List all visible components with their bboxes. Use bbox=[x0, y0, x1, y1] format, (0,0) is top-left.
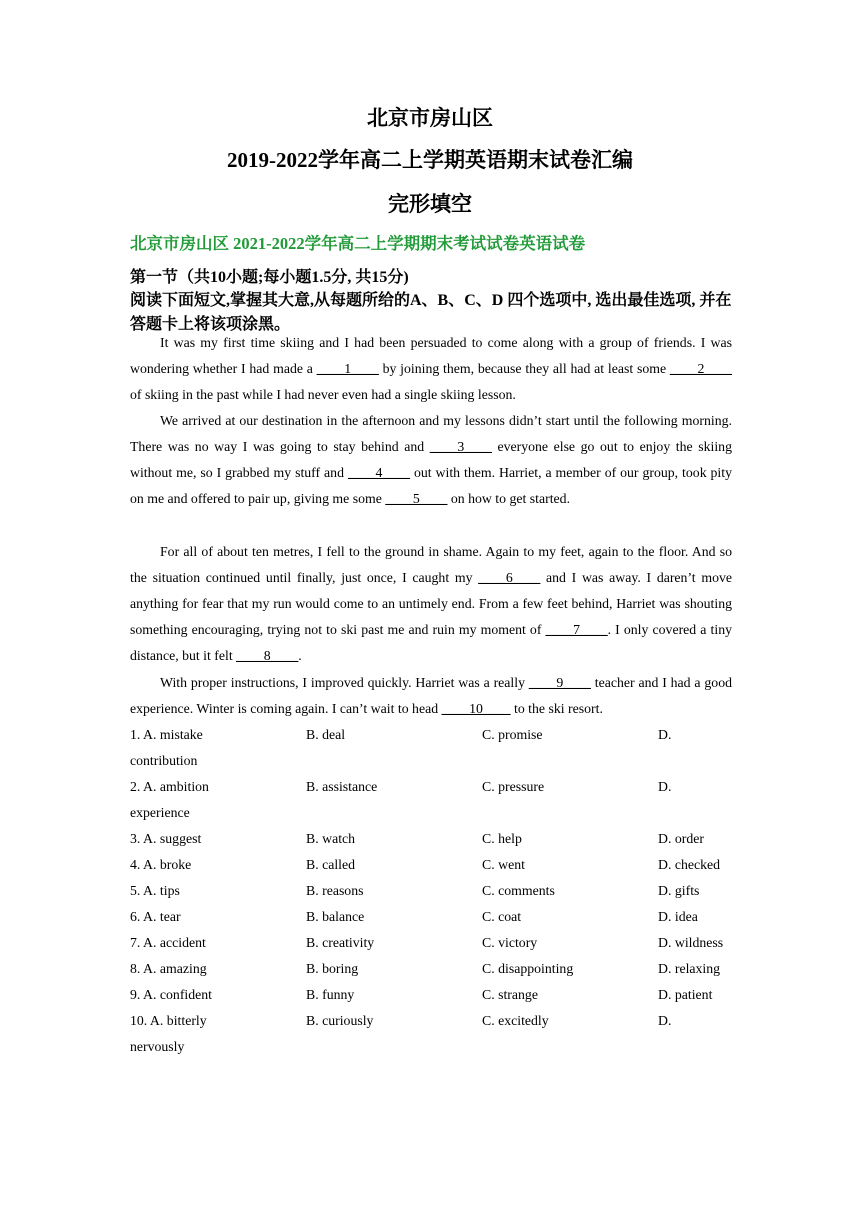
passage-text: by joining them, because they all had at least some bbox=[378, 361, 670, 376]
question-row-5 bbox=[130, 878, 740, 904]
option-d: D. bbox=[658, 727, 672, 742]
option-d: D. patient bbox=[658, 987, 713, 1002]
passage-paragraph-1 bbox=[130, 330, 732, 408]
question-row-3 bbox=[130, 826, 740, 852]
option-c: C. promise bbox=[482, 727, 543, 742]
passage-text: to the ski resort. bbox=[510, 701, 603, 716]
blank-3: ____3____ bbox=[429, 439, 492, 454]
question-row-10 bbox=[130, 1008, 740, 1060]
option-b: B. called bbox=[306, 857, 356, 872]
passage-text: . bbox=[298, 648, 302, 663]
blank-2: ____2____ bbox=[669, 361, 732, 376]
option-a: 3. A. suggest bbox=[130, 831, 202, 846]
option-d: D. gifts bbox=[658, 883, 700, 898]
document-title-region: 北京市房山区 bbox=[367, 106, 493, 130]
option-a: 2. A. ambition bbox=[130, 779, 209, 794]
option-d: D. idea bbox=[658, 909, 698, 924]
option-b: B. curiously bbox=[306, 1013, 374, 1028]
option-d: D. bbox=[658, 779, 672, 794]
option-c: C. comments bbox=[482, 883, 555, 898]
option-a: 7. A. accident bbox=[130, 935, 206, 950]
option-c: C. went bbox=[482, 857, 525, 872]
option-c: C. strange bbox=[482, 987, 538, 1002]
exam-section-title: 北京市房山区 2021-2022学年高二上学期期末考试试卷英语试卷 bbox=[130, 234, 586, 253]
passage-paragraph-3 bbox=[130, 539, 732, 669]
option-a: 8. A. amazing bbox=[130, 961, 207, 976]
option-a: 10. A. bitterly bbox=[130, 1013, 207, 1028]
passage-text: . I only covered a tiny distance, but it felt bbox=[130, 622, 732, 663]
document-title-main: 2019-2022学年高二上学期英语期末试卷汇编 bbox=[227, 148, 633, 172]
blank-1: ____1____ bbox=[316, 361, 379, 376]
option-d: D. bbox=[658, 1013, 672, 1028]
option-b: B. watch bbox=[306, 831, 356, 846]
passage-text: out with them. Harriet, a member of our group, took pity on me and offered to pair up, giving me some bbox=[130, 465, 732, 506]
option-a: 5. A. tips bbox=[130, 883, 180, 898]
passage-text: With proper instructions, I improved quickly. Harriet was a really bbox=[160, 675, 529, 690]
instruction-text: 阅读下面短文,掌握其大意,从每题所给的A、B、C、D 四个选项中, 选出最佳选项, 并在答题卡上将该项涂黑。 bbox=[130, 292, 732, 333]
option-b: B. balance bbox=[306, 909, 365, 924]
passage-text: We arrived at our destination in the afternoon and my lessons didn’t start until the following morning. There was no way I was going to stay behind and bbox=[130, 413, 732, 454]
passage-paragraph-4 bbox=[130, 670, 732, 722]
blank-8: ____8____ bbox=[236, 648, 299, 663]
blank-10: ____10____ bbox=[441, 701, 511, 716]
question-row-2 bbox=[130, 774, 740, 826]
option-d-wrapped-text: contribution bbox=[130, 753, 198, 768]
option-c: C. coat bbox=[482, 909, 522, 924]
option-b: B. deal bbox=[306, 727, 346, 742]
option-b: B. boring bbox=[306, 961, 359, 976]
option-d-wrapped-text: nervously bbox=[130, 1039, 185, 1054]
option-a: 9. A. confident bbox=[130, 987, 212, 1002]
passage-text: everyone else go out to enjoy the skiing without me, so I grabbed my stuff and bbox=[130, 439, 732, 480]
question-row-7 bbox=[130, 930, 740, 956]
passage-text: of skiing in the past while I had never even had a single skiing lesson. bbox=[130, 387, 516, 402]
part-title: 第一节（共10小题;每小题1.5分, 共15分) bbox=[130, 269, 409, 286]
option-d: D. wildness bbox=[658, 935, 724, 950]
passage-paragraph-2 bbox=[130, 408, 732, 512]
option-a: 4. A. broke bbox=[130, 857, 192, 872]
option-b: B. reasons bbox=[306, 883, 364, 898]
option-d: D. checked bbox=[658, 857, 721, 872]
option-c: C. disappointing bbox=[482, 961, 574, 976]
option-c: C. help bbox=[482, 831, 522, 846]
question-row-1 bbox=[130, 722, 740, 774]
option-d-wrapped-text: experience bbox=[130, 805, 190, 820]
option-d: D. relaxing bbox=[658, 961, 721, 976]
question-row-6 bbox=[130, 904, 740, 930]
option-d: D. order bbox=[658, 831, 704, 846]
question-row-8 bbox=[130, 956, 740, 982]
option-a: 6. A. tear bbox=[130, 909, 181, 924]
question-row-4 bbox=[130, 852, 740, 878]
blank-9: ____9____ bbox=[528, 675, 591, 690]
blank-7: ____7____ bbox=[545, 622, 608, 637]
option-a: 1. A. mistake bbox=[130, 727, 203, 742]
option-c: C. pressure bbox=[482, 779, 545, 794]
passage-text: on how to get started. bbox=[447, 491, 571, 506]
document-title-topic: 完形填空 bbox=[388, 192, 472, 216]
passage-text: teacher and I had a good experience. Winter is coming again. I can’t wait to head bbox=[130, 675, 732, 716]
blank-6: ____6____ bbox=[478, 570, 541, 585]
passage-text: and I was away. I daren’t move anything for fear that my run would come to an untimely end. From a few feet behind, Harriet was shouting something encouraging, trying not to ski past me and ruin my moment of bbox=[130, 570, 733, 637]
option-b: B. creativity bbox=[306, 935, 375, 950]
option-c: C. victory bbox=[482, 935, 538, 950]
blank-5: ____5____ bbox=[385, 491, 448, 506]
passage-text: It was my first time skiing and I had been persuaded to come along with a group of friends. I was wondering whether I had made a bbox=[130, 335, 732, 376]
question-row-9 bbox=[130, 982, 740, 1008]
passage-text: For all of about ten metres, I fell to the ground in shame. Again to my feet, again to the floor. And so the situation continued until finally, just once, I caught my bbox=[130, 544, 732, 585]
option-c: C. excitedly bbox=[482, 1013, 549, 1028]
option-b: B. assistance bbox=[306, 779, 378, 794]
question-options-list bbox=[130, 722, 740, 1060]
option-b: B. funny bbox=[306, 987, 355, 1002]
blank-4: ____4____ bbox=[347, 465, 411, 480]
